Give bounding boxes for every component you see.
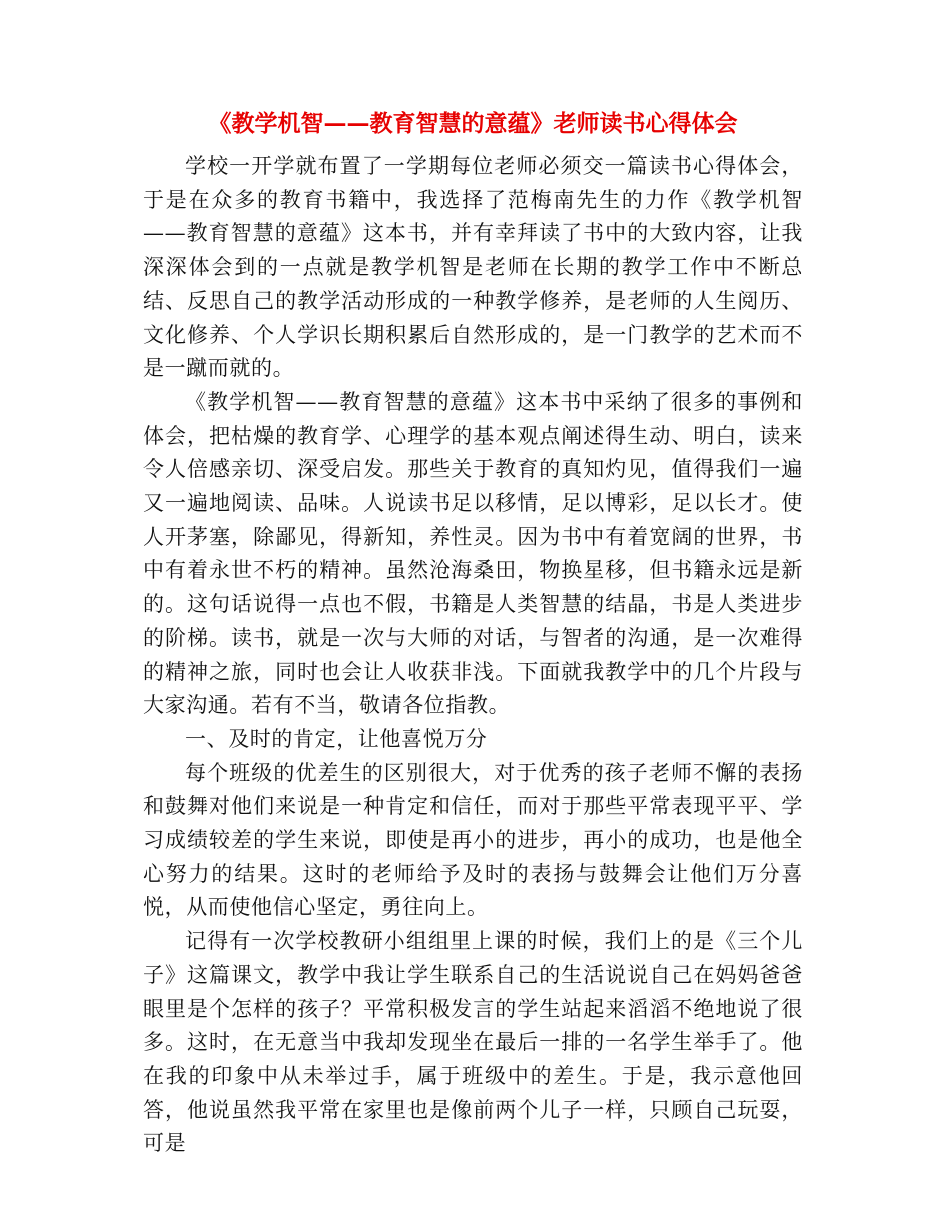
- paragraph-book-review: 《教学机智——教育智慧的意蕴》这本书中采纳了很多的事例和体会，把枯燥的教育学、心理学的基本观点阐述得生动、明白，读来令人倍感亲切、深受启发。那些关于教育的真知灼见，值得我们一遍又一遍地阅读、品味。人说读书足以移情，足以博彩，足以长才。使人开茅塞，除鄙见，得新知，养性灵。因为书中有着宽阔的世界，书中有着永世不朽的精神。虽然沧海桑田，物换星移，但书籍永远是新的。这句话说得一点也不假，书籍是人类智慧的结晶，书是人类进步的阶梯。读书，就是一次与大师的对话，与智者的沟通，是一次难得的精神之旅，同时也会让人收获非浅。下面就我教学中的几个片段与大家沟通。若有不当，敬请各位指教。: [143, 389, 803, 718]
- section-heading: 一、及时的肯定，让他喜悦万分: [185, 726, 488, 751]
- paragraph-praise: 每个班级的优差生的区别很大，对于优秀的孩子老师不懈的表扬和鼓舞对他们来说是一种肯定和信任，而对于那些平常表现平平、学习成绩较差的学生来说，即使是再小的进步，再小的成功，也是他全心努力的结果。这时的老师给予及时的表扬与鼓舞会让他们万分喜悦，从而使他信心坚定，勇往向上。: [143, 760, 803, 920]
- paragraph-intro: 学校一开学就布置了一学期每位老师必须交一篇读书心得体会，于是在众多的教育书籍中，我选择了范梅南先生的力作《教学机智——教育智慧的意蕴》这本书，并有幸拜读了书中的大致内容，让我深深体会到的一点就是教学机智是老师在长期的教学工作中不断总结、反思自己的教学活动形成的一种教学修养，是老师的人生阅历、文化修养、个人学识长期积累后自然形成的，是一门教学的艺术而不是一蹴而就的。: [143, 154, 803, 381]
- paragraph-anecdote: 记得有一次学校教研小组组里上课的时候，我们上的是《三个儿子》这篇课文，教学中我让学生联系自己的生活说说自己在妈妈爸爸眼里是个怎样的孩子？平常积极发言的学生站起来滔滔不绝地说了很多。这时，在无意当中我却发现坐在最后一排的一名学生举手了。他在我的印象中从未举过手，属于班级中的差生。于是，我示意他回答，他说虽然我平常在家里也是像前两个儿子一样，只顾自己玩耍，可是: [143, 929, 803, 1156]
- document-title: 《教学机智——教育智慧的意蕴》老师读书心得体会: [208, 110, 738, 137]
- document-body: [143, 150, 803, 1161]
